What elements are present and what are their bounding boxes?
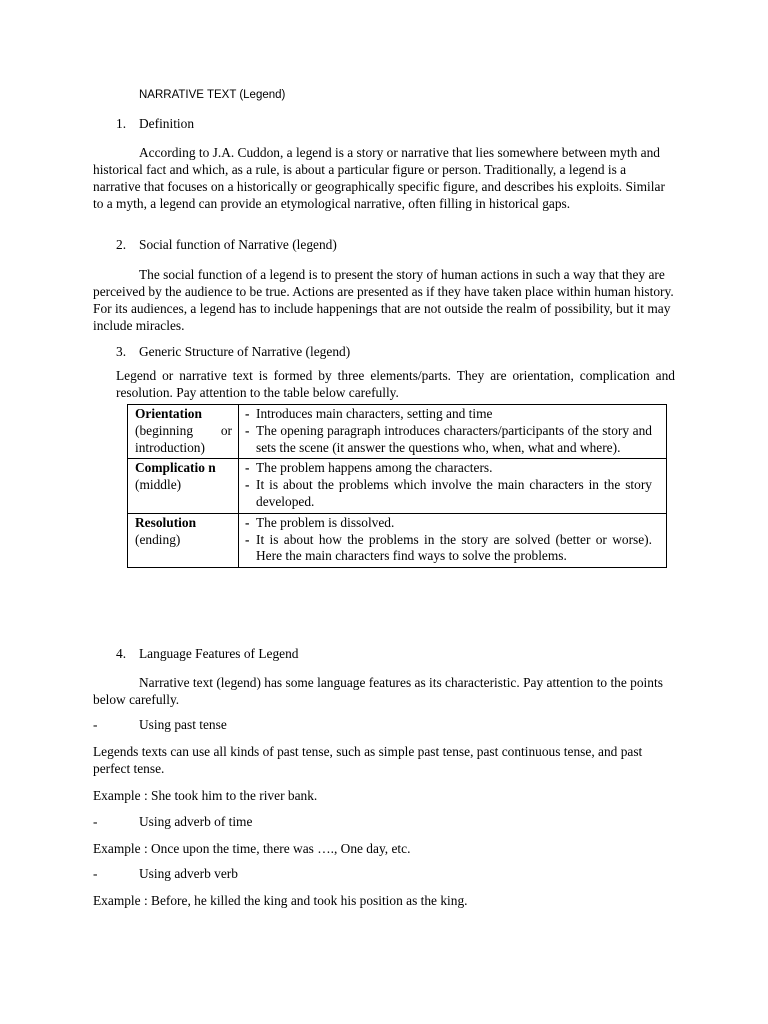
adverb-verb-example: Example : Before, he killed the king and took his position as the king. bbox=[93, 893, 468, 908]
past-tense-example: Example : She took him to the river bank. bbox=[93, 788, 318, 803]
feature-label: Using adverb verb bbox=[139, 866, 238, 881]
stage-name: Orientation bbox=[135, 406, 202, 421]
stage-cell bbox=[128, 405, 239, 459]
section-heading-text: Definition bbox=[139, 116, 195, 131]
section-heading-language-features bbox=[116, 646, 299, 662]
feature-item-past-tense bbox=[93, 717, 227, 733]
feature-item-adverb-verb bbox=[93, 866, 238, 882]
section-heading-text: Language Features of Legend bbox=[139, 646, 299, 661]
point-list bbox=[245, 460, 652, 510]
section-heading-text: Generic Structure of Narrative (legend) bbox=[139, 344, 351, 359]
section-heading-definition bbox=[116, 116, 194, 132]
dash-marker: - bbox=[93, 814, 98, 829]
section-heading-text: Social function of Narrative (legend) bbox=[139, 237, 337, 252]
list-item: - The opening paragraph introduces characters/participants of the story and sets the scene (it answer the questions who, when, what and where). bbox=[245, 423, 652, 457]
language-features-paragraph: Narrative text (legend) has some language features as its characteristic. Pay attention to the points below carefully. bbox=[93, 675, 663, 707]
description-cell bbox=[239, 459, 667, 513]
table-row-orientation bbox=[128, 405, 667, 459]
dash-marker: - bbox=[93, 866, 98, 881]
generic-structure-table bbox=[127, 404, 667, 568]
stage-cell bbox=[128, 513, 239, 567]
description-cell bbox=[239, 405, 667, 459]
section-heading-generic-structure bbox=[116, 344, 350, 360]
section-number: 1. bbox=[116, 116, 127, 131]
table-row-resolution bbox=[128, 513, 667, 567]
list-item: - It is about the problems which involve the main characters in the story developed. bbox=[245, 477, 652, 511]
section-number: 2. bbox=[116, 237, 127, 252]
table-row-complication bbox=[128, 459, 667, 513]
stage-subtitle: (beginning or bbox=[135, 422, 232, 438]
past-tense-paragraph: Legends texts can use all kinds of past tense, such as simple past tense, past continuous tense, and past perfect tense. bbox=[93, 744, 643, 776]
section-number: 3. bbox=[116, 344, 127, 359]
feature-label: Using past tense bbox=[139, 717, 227, 732]
definition-paragraph: According to J.A. Cuddon, a legend is a story or narrative that lies somewhere between myth and historical fact and which, as a rule, is about a particular figure or person. Traditionally, a legend is a narrative that focuses on a historically or geographically specific figure, and describes his exploits. Similar to a myth, a legend can provide an etymological narrative, often filling in historical gaps. bbox=[93, 145, 665, 211]
feature-item-adverb-of-time bbox=[93, 814, 252, 830]
stage-subtitle: (ending) bbox=[135, 531, 181, 547]
adverb-of-time-example: Example : Once upon the time, there was …., One day, etc. bbox=[93, 841, 411, 856]
section-heading-social-function bbox=[116, 237, 337, 253]
description-cell bbox=[239, 513, 667, 567]
point-list bbox=[245, 406, 652, 456]
stage-subtitle: (middle) bbox=[135, 477, 182, 493]
stage-subtitle: introduction) bbox=[135, 439, 205, 455]
list-item: - The problem happens among the characters. bbox=[245, 460, 652, 477]
list-item: - Introduces main characters, setting and time bbox=[245, 406, 652, 423]
page-title: NARRATIVE TEXT (Legend) bbox=[139, 89, 286, 101]
feature-label: Using adverb of time bbox=[139, 814, 253, 829]
stage-cell bbox=[128, 459, 239, 513]
section-number: 4. bbox=[116, 646, 127, 661]
list-item: - The problem is dissolved. bbox=[245, 515, 652, 532]
stage-name: Complicatio n bbox=[135, 460, 216, 476]
social-function-paragraph: The social function of a legend is to present the story of human actions in such a way that they are perceived by the audience to be true. Actions are presented as if they have taken place within human history. For its audiences, a legend has to include happenings that are not outside the realm of possibility, but it may include miracles. bbox=[93, 267, 674, 333]
list-item: - It is about how the problems in the story are solved (better or worse). Here the main characters find ways to solve the problems. bbox=[245, 532, 652, 566]
dash-marker: - bbox=[93, 717, 98, 732]
point-list bbox=[245, 515, 652, 565]
generic-structure-paragraph: Legend or narrative text is formed by three elements/parts. They are orientation, complication and resolution. Pay attention to the table below carefully. bbox=[116, 368, 675, 400]
stage-name: Resolution bbox=[135, 514, 197, 530]
